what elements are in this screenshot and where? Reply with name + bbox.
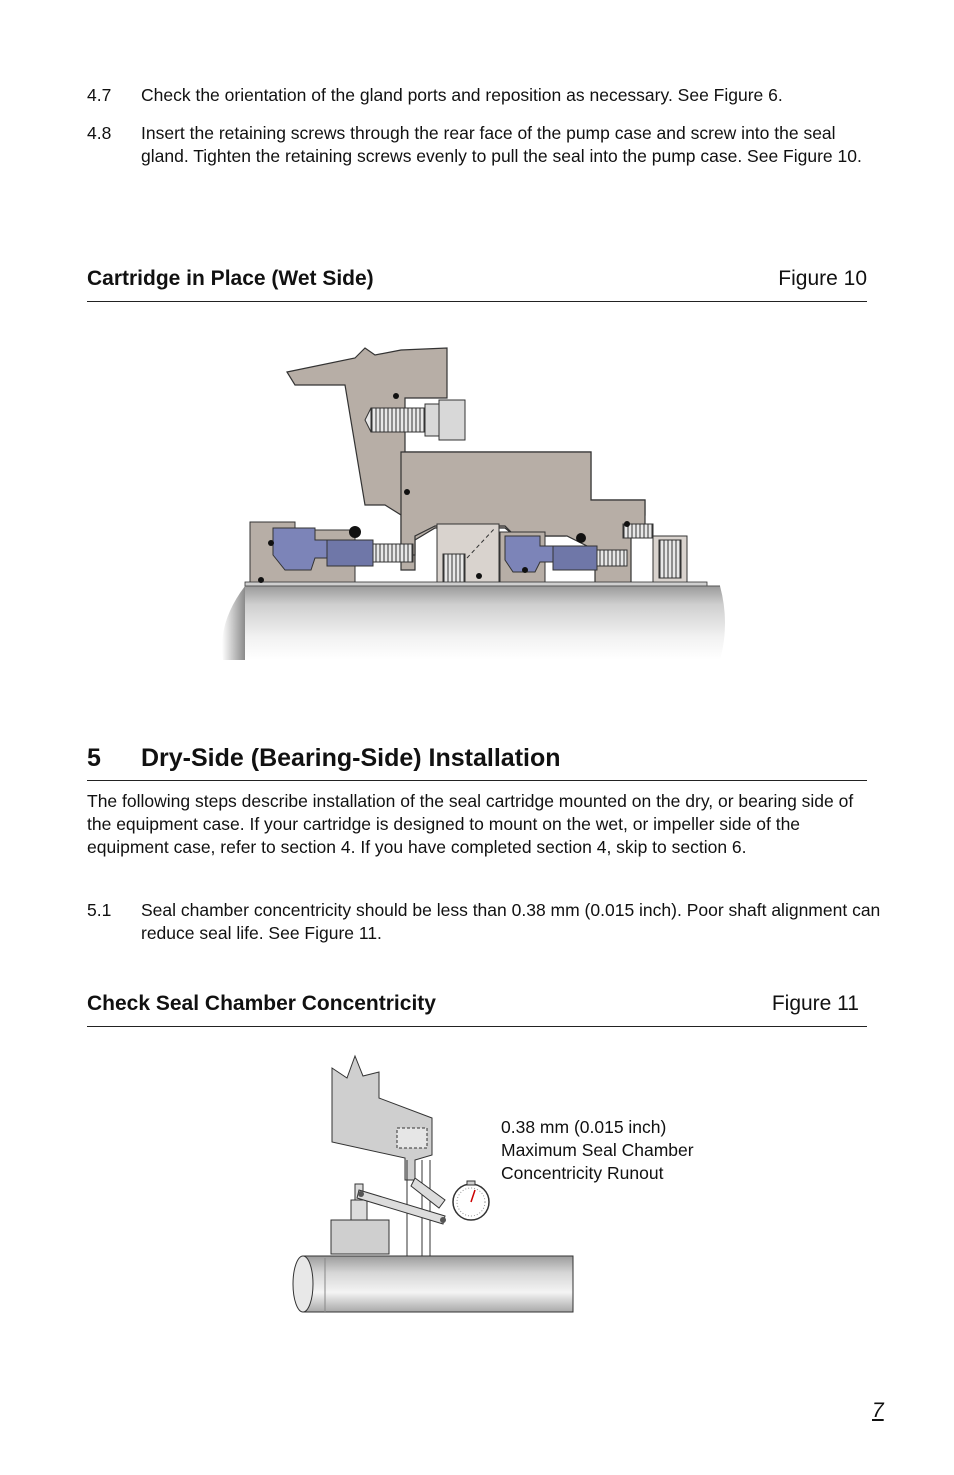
figure-10-header [87, 267, 867, 302]
callout-line: 0.38 mm (0.015 inch) [501, 1117, 667, 1137]
step-number: 4.7 [87, 85, 112, 105]
figure-11-label: Figure 11 [771, 992, 859, 1015]
figure-11-header [87, 992, 867, 1027]
step-4-8 [87, 122, 887, 168]
cartridge-seal-diagram [215, 340, 735, 665]
figure-11-title: Check Seal Chamber Concentricity [87, 992, 436, 1015]
section-title: Dry-Side (Bearing-Side) Installation [141, 744, 561, 772]
step-4-7 [87, 84, 887, 107]
section-5-intro: The following steps describe installation of the seal cartridge mounted on the dry, or bearing side of the equipment case. If your cartridge is designed to mount on the wet, or impeller side of the equipment case, refer to section 4. If you have completed section 4, skip to section 6. [87, 791, 854, 857]
section-5-heading [87, 744, 867, 781]
section-number: 5 [87, 744, 101, 772]
callout-line: Maximum Seal Chamber [501, 1140, 694, 1160]
step-5-1 [87, 899, 887, 945]
callout-line: Concentricity Runout [501, 1163, 664, 1183]
runout-callout [501, 1116, 761, 1185]
step-text: Seal chamber concentricity should be less than 0.38 mm (0.015 inch). Poor shaft alignment can reduce seal life. See Figure 11. [141, 900, 881, 943]
step-number: 4.8 [87, 123, 112, 143]
step-text: Check the orientation of the gland ports and reposition as necessary. See Figure 6. [141, 85, 783, 105]
concentricity-diagram [275, 1050, 585, 1320]
step-number: 5.1 [87, 900, 112, 920]
step-text: Insert the retaining screws through the rear face of the pump case and screw into the seal gland. Tighten the retaining screws evenly to pull the seal into the pump case. See Figure 10. [141, 123, 862, 166]
page-number: 7 [872, 1399, 884, 1422]
figure-10-title: Cartridge in Place (Wet Side) [87, 267, 374, 290]
figure-10-label: Figure 10 [778, 267, 867, 290]
